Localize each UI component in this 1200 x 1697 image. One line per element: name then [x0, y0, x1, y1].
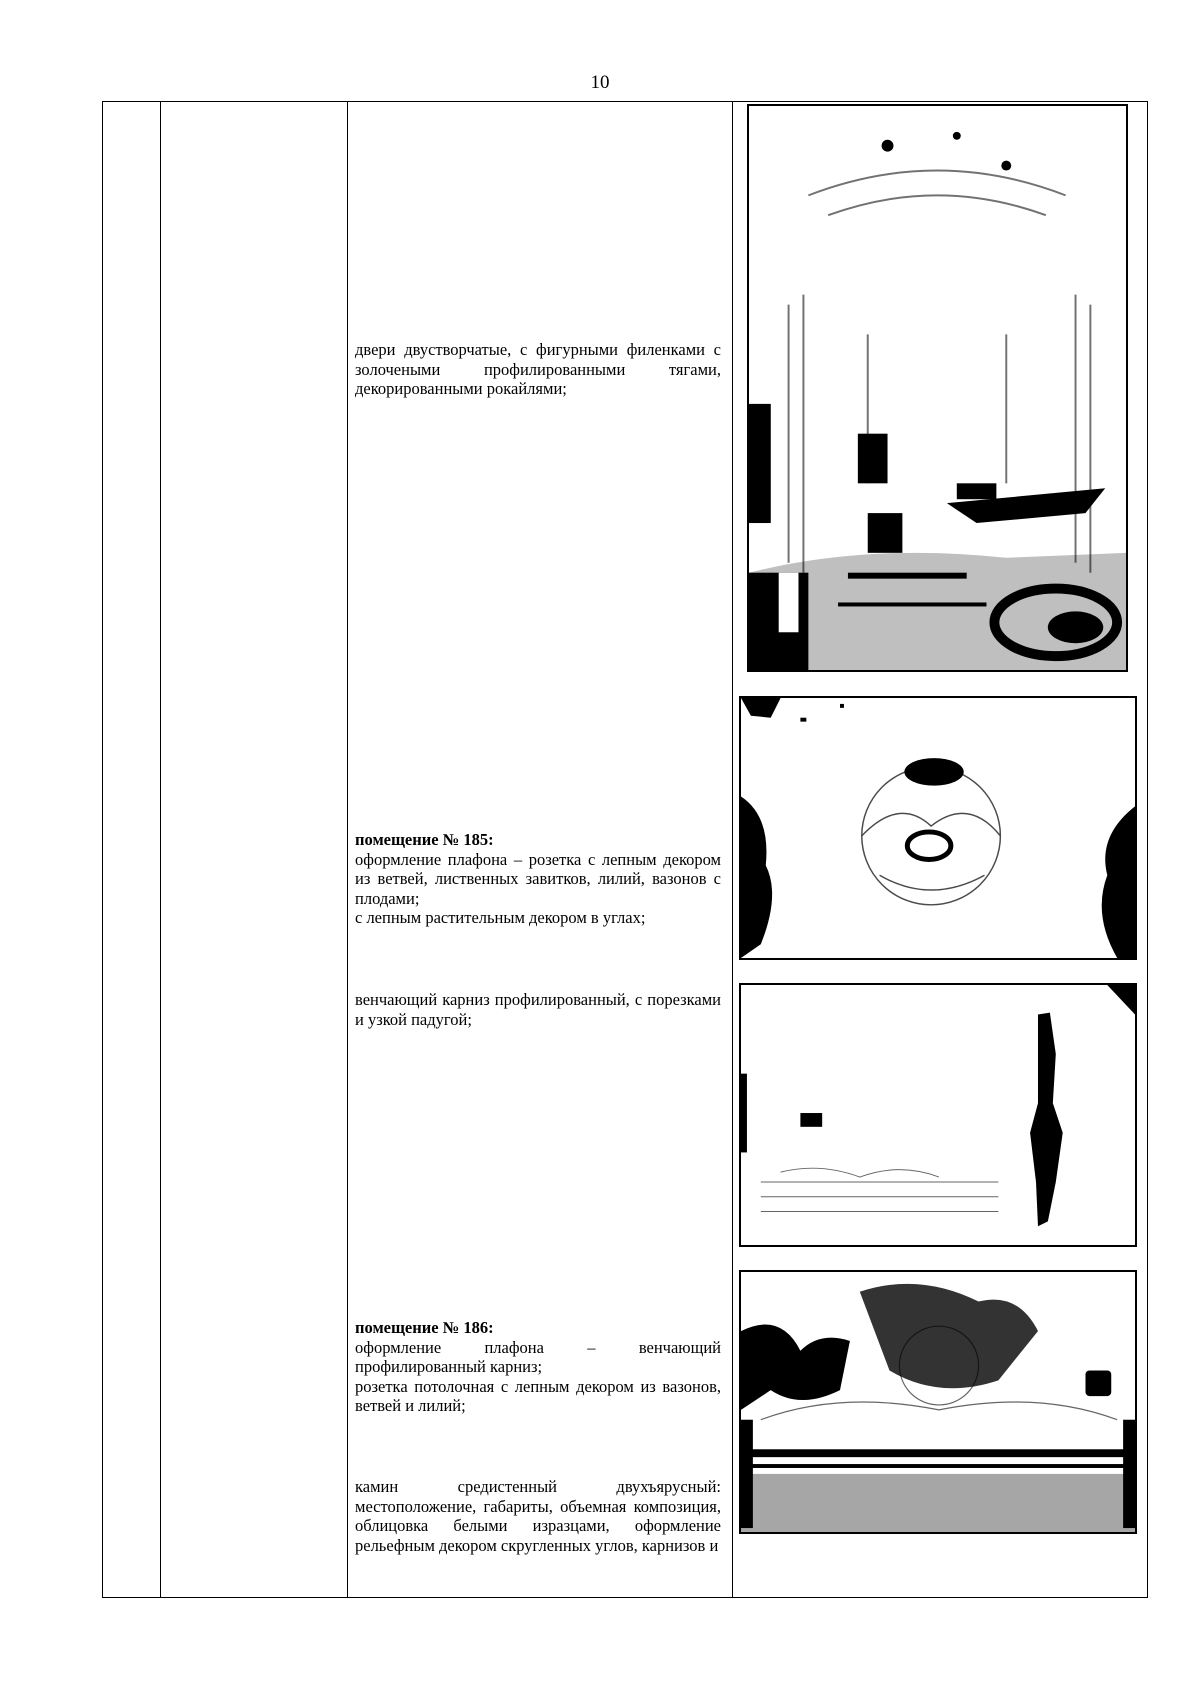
photo-rosette-186	[739, 1270, 1137, 1534]
fireplace-description: камин средистенный двухъярусный: местоположение, габариты, объемная композиция, облицовка белыми изразцами, оформление рельефным декором скругленных углов, карнизов и	[355, 1477, 721, 1555]
room-186-block	[355, 1318, 721, 1416]
column-divider	[732, 102, 733, 1597]
photo-cornice-185	[739, 983, 1137, 1247]
doors-description: двери двустворчатые, с фигурными филенками с золочеными профилированными тягами, декорированными рокайлями;	[355, 340, 721, 398]
page-number: 10	[590, 72, 610, 93]
column-divider	[347, 102, 348, 1597]
room-185-block	[355, 830, 721, 928]
room-186-rosette: розетка потолочная с лепным декором из вазонов, ветвей и лилий;	[355, 1376, 721, 1415]
column-divider	[160, 102, 161, 1597]
photo-interior-hall	[747, 104, 1128, 672]
room-186-heading: помещение № 186:	[355, 1318, 494, 1337]
room-185-heading: помещение № 185:	[355, 830, 494, 849]
room-185-plafond: оформление плафона – розетка с лепным декором из ветвей, лиственных завитков, лилий, вазонов с плодами;	[355, 849, 721, 908]
room-185-corners: с лепным растительным декором в углах;	[355, 908, 646, 927]
room-185-cornice: венчающий карниз профилированный, с порезками и узкой падугой;	[355, 990, 721, 1029]
photo-ceiling-rosette-185	[739, 696, 1137, 960]
room-186-plafond: оформление плафона – венчающий профилированный карниз;	[355, 1337, 721, 1376]
